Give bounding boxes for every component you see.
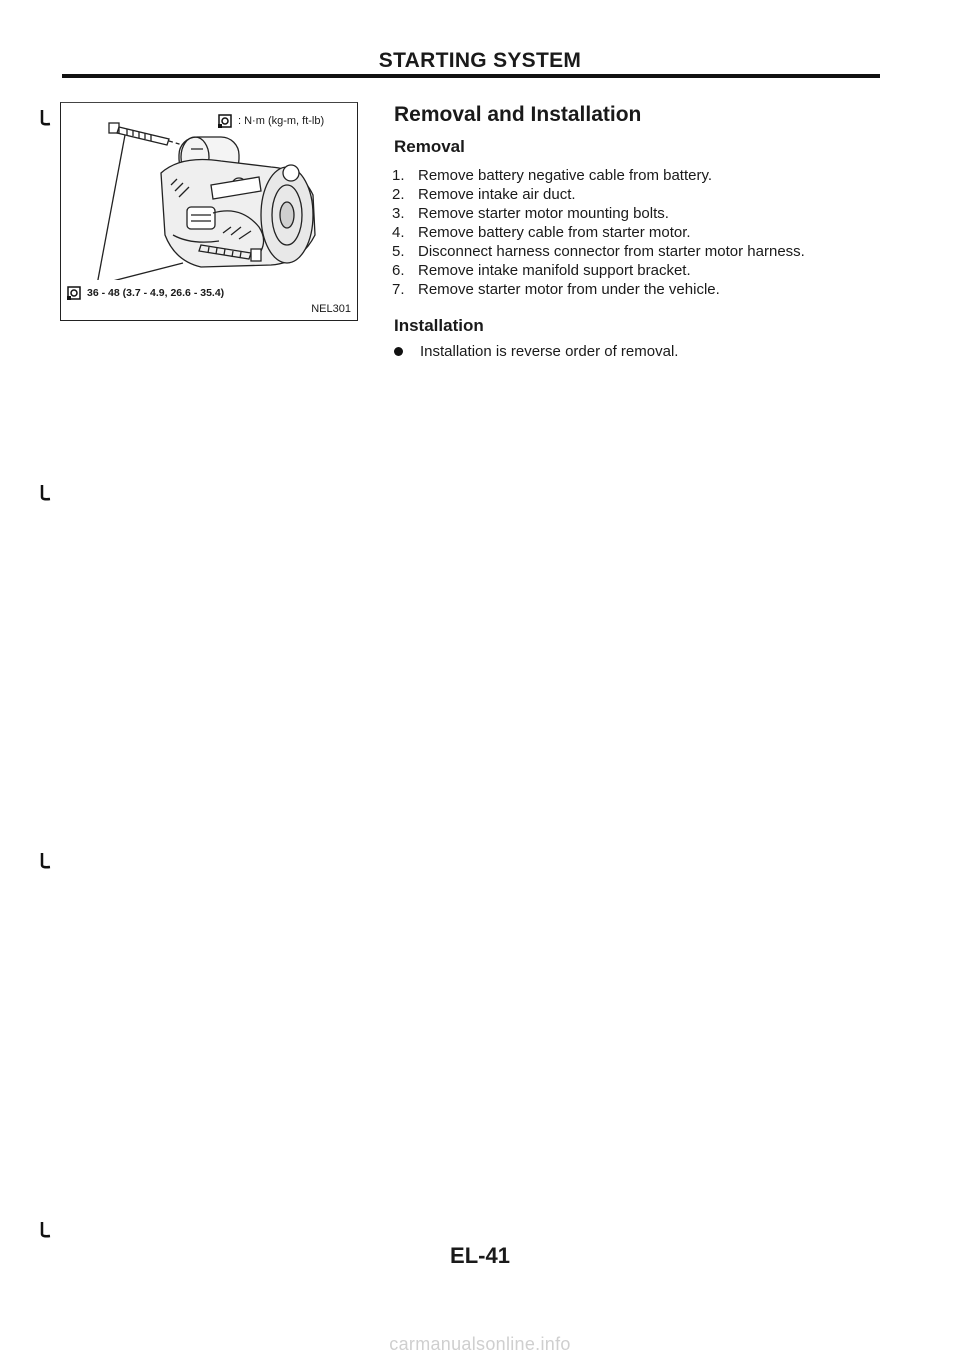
binding-mark-icon [40,1222,52,1238]
figure-code: NEL301 [311,303,351,315]
torque-spec [67,286,224,300]
step-text: Disconnect harness connector from starter motor harness. [418,243,805,260]
step-text: Remove battery cable from starter motor. [418,224,691,241]
starter-motor-drawing [91,115,321,280]
binding-mark-icon [40,110,52,126]
list-item [392,280,805,299]
header-rule [62,74,880,78]
page-number: EL-41 [450,1243,510,1268]
list-item [392,185,805,204]
page-header-title: STARTING SYSTEM [378,49,582,72]
list-item [392,223,805,242]
installation-heading: Installation [394,316,484,335]
removal-heading: Removal [394,137,465,156]
step-number: 3. [392,205,405,222]
torque-wrench-icon [67,286,81,300]
binding-mark-icon [40,853,52,869]
installation-note-text: Installation is reverse order of removal. [420,343,679,360]
step-number: 1. [392,167,405,184]
watermark: carmanualsonline.info [389,1334,571,1354]
step-text: Remove starter motor from under the vehicle. [418,281,720,298]
step-text: Remove intake manifold support bracket. [418,262,691,279]
step-number: 5. [392,243,405,260]
installation-note [394,343,678,360]
step-text: Remove battery negative cable from battery. [418,167,713,184]
list-item [392,166,805,185]
step-number: 6. [392,262,405,279]
step-text: Remove starter motor mounting bolts. [418,205,669,222]
step-number: 2. [392,186,405,203]
starter-motor-figure [60,102,358,321]
binding-mark-icon [40,485,52,501]
list-item [392,204,805,223]
list-item [392,242,805,261]
bullet-icon [394,347,403,356]
step-text: Remove intake air duct. [418,186,576,203]
step-number: 7. [392,281,405,298]
torque-unit-label: : N·m (kg-m, ft-lb) [238,115,325,127]
removal-steps [392,166,805,299]
section-title: Removal and Installation [394,103,642,126]
step-number: 4. [392,224,405,241]
torque-spec-value: 36 - 48 (3.7 - 4.9, 26.6 - 35.4) [87,287,225,299]
list-item [392,261,805,280]
